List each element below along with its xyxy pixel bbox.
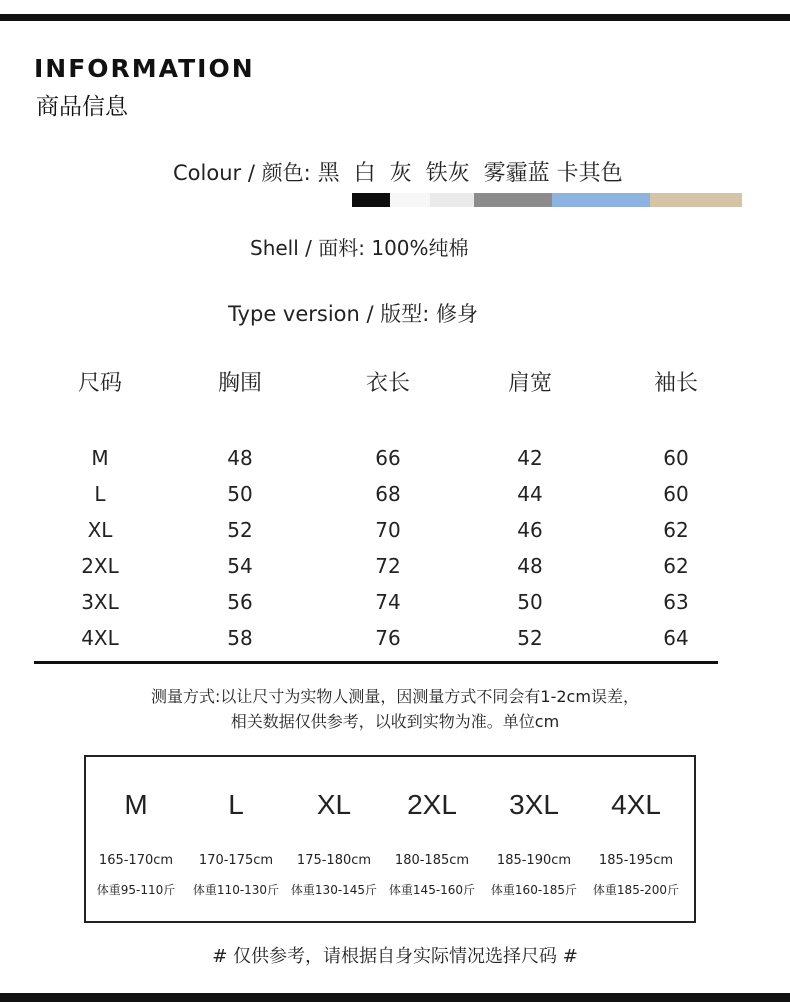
table-cell: 76 bbox=[375, 626, 401, 650]
table-cell: M bbox=[91, 446, 109, 470]
rec-height-range: 175-180cm bbox=[296, 853, 372, 868]
table-cell: 50 bbox=[227, 482, 253, 506]
measure-note-line1: 测量方式:以让尺寸为实物人测量，因测量方式不同会有1-2cm误差， bbox=[151, 687, 639, 706]
table-cell: 46 bbox=[517, 518, 543, 542]
colour-names: 黑 白 灰 铁灰 雾霾蓝 卡其色 bbox=[317, 161, 623, 186]
shell-line bbox=[250, 232, 469, 261]
swatch-white bbox=[390, 193, 430, 207]
table-cell: 2XL bbox=[81, 554, 119, 578]
header-chest: 胸围 bbox=[217, 371, 262, 396]
table-cell: 70 bbox=[375, 518, 401, 542]
table-cell: XL bbox=[87, 518, 113, 542]
type-version-value: 修身 bbox=[436, 302, 479, 326]
rec-weight-range: 体重95-110斤 bbox=[96, 883, 176, 897]
rec-height-range: 185-190cm bbox=[496, 853, 572, 868]
table-cell: 60 bbox=[663, 446, 689, 470]
colour-swatches bbox=[352, 193, 742, 207]
measure-note-line2: 相关数据仅供参考，以收到实物为准。单位cm bbox=[230, 712, 560, 731]
header-sleeve: 袖长 bbox=[653, 371, 698, 396]
swatch-khaki bbox=[650, 193, 742, 207]
rec-size-label: L bbox=[228, 789, 244, 820]
swatch-grey bbox=[430, 193, 474, 207]
top-divider-bar bbox=[0, 14, 790, 21]
header-length: 衣长 bbox=[365, 371, 410, 396]
table-cell: 63 bbox=[663, 590, 689, 614]
rec-height-range: 185-195cm bbox=[598, 853, 674, 868]
table-cell: 52 bbox=[517, 626, 543, 650]
table-cell: 4XL bbox=[81, 626, 119, 650]
type-version-label: Type version / 版型: bbox=[228, 302, 430, 326]
table-cell: 60 bbox=[663, 482, 689, 506]
table-cell: 48 bbox=[227, 446, 253, 470]
table-cell: 62 bbox=[663, 554, 689, 578]
colour-line bbox=[173, 156, 623, 187]
table-cell: 50 bbox=[517, 590, 543, 614]
measure-note bbox=[0, 684, 790, 734]
header-size: 尺码 bbox=[77, 371, 122, 396]
type-version-line bbox=[228, 298, 478, 328]
table-cell: 64 bbox=[663, 626, 689, 650]
table-cell: 72 bbox=[375, 554, 401, 578]
shell-value: 100%纯棉 bbox=[371, 236, 469, 260]
table-cell: 56 bbox=[227, 590, 253, 614]
table-cell: 66 bbox=[375, 446, 401, 470]
size-table bbox=[34, 366, 718, 662]
shell-label: Shell / 面料: bbox=[250, 236, 365, 260]
rec-weight-range: 体重145-160斤 bbox=[388, 883, 476, 897]
table-cell: L bbox=[94, 482, 106, 506]
rec-size-label: 3XL bbox=[509, 789, 559, 820]
table-cell: 74 bbox=[375, 590, 401, 614]
table-cell: 52 bbox=[227, 518, 253, 542]
swatch-black bbox=[352, 193, 390, 207]
size-table-header bbox=[34, 366, 718, 446]
table-bottom-rule bbox=[34, 661, 718, 664]
colour-label: Colour / 颜色: bbox=[173, 161, 311, 185]
title-en: INFORMATION bbox=[34, 54, 255, 83]
rec-weight-range: 体重130-145斤 bbox=[290, 883, 378, 897]
table-cell: 3XL bbox=[81, 590, 119, 614]
table-cell: 48 bbox=[517, 554, 543, 578]
footer-note: # 仅供参考，请根据自身实际情况选择尺码 # bbox=[212, 946, 578, 967]
size-recommendation-box bbox=[84, 755, 696, 923]
table-row bbox=[34, 482, 718, 518]
rec-size-label: XL bbox=[316, 789, 352, 820]
table-cell: 62 bbox=[663, 518, 689, 542]
table-row bbox=[34, 590, 718, 626]
rec-weight-range: 体重160-185斤 bbox=[490, 883, 578, 897]
title-cn: 商品信息 bbox=[36, 94, 128, 120]
table-row bbox=[34, 518, 718, 554]
table-row bbox=[34, 446, 718, 482]
bottom-divider-bar bbox=[0, 993, 790, 1002]
rec-height-range: 170-175cm bbox=[198, 853, 274, 868]
rec-weight-range: 体重110-130斤 bbox=[192, 883, 280, 897]
table-cell: 44 bbox=[517, 482, 543, 506]
swatch-haze-blue bbox=[552, 193, 650, 207]
table-row bbox=[34, 554, 718, 590]
table-cell: 54 bbox=[227, 554, 253, 578]
table-cell: 68 bbox=[375, 482, 401, 506]
rec-size-label: 4XL bbox=[611, 789, 661, 820]
table-cell: 42 bbox=[517, 446, 543, 470]
swatch-iron-grey bbox=[474, 193, 552, 207]
table-row bbox=[34, 626, 718, 662]
rec-size-label: M bbox=[124, 789, 148, 820]
rec-size-label: 2XL bbox=[407, 789, 457, 820]
header-shoulder: 肩宽 bbox=[507, 371, 552, 396]
rec-weight-range: 体重185-200斤 bbox=[592, 883, 680, 897]
rec-height-range: 180-185cm bbox=[394, 853, 470, 868]
table-cell: 58 bbox=[227, 626, 253, 650]
rec-height-range: 165-170cm bbox=[98, 853, 174, 868]
